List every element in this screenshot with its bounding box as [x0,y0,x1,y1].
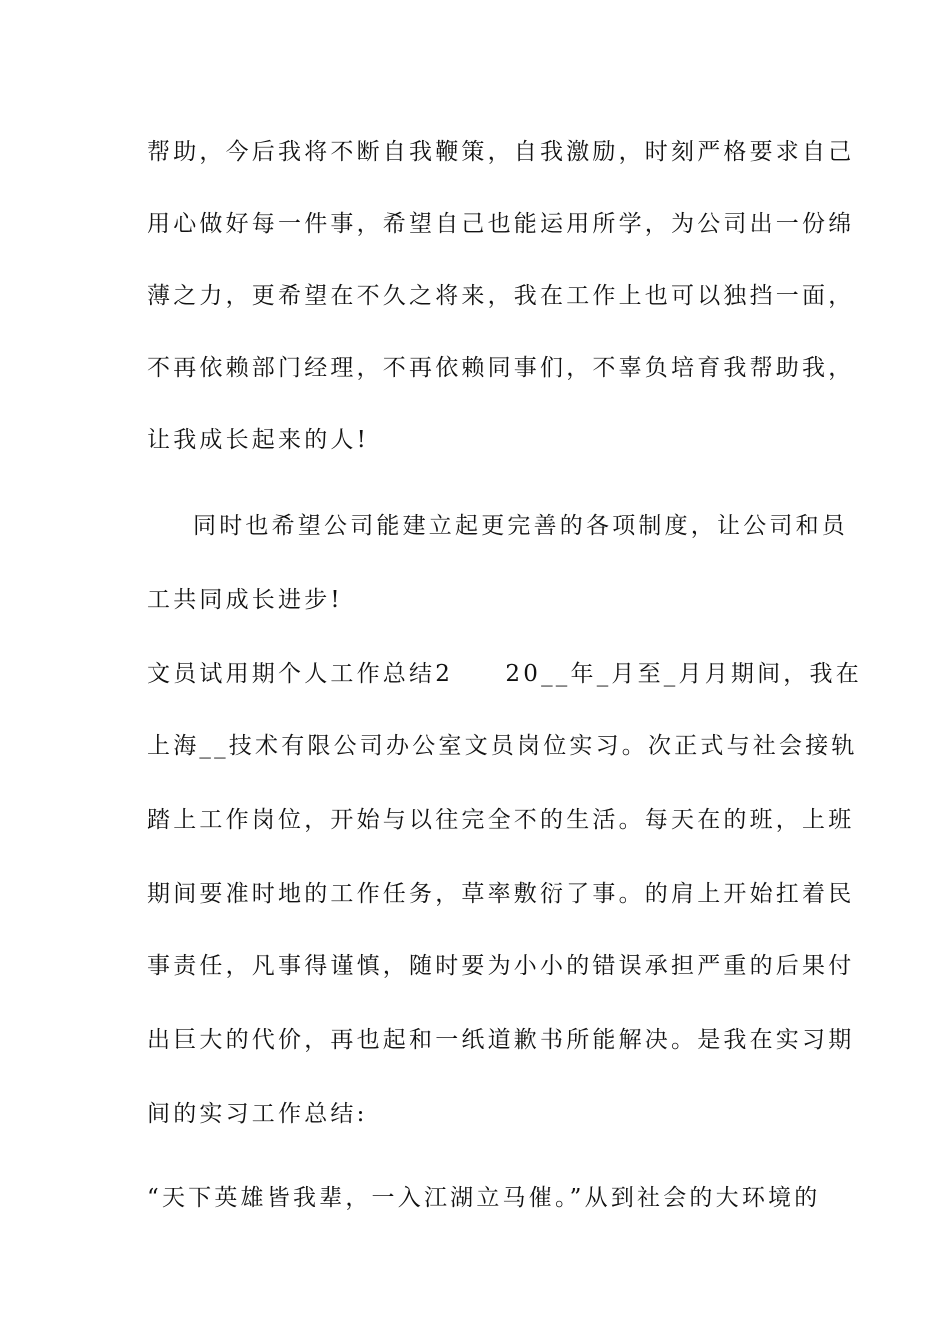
paragraph-first-line: 同时也希望公司能建立起更完善的各项制度，让公司和员 [193,513,848,539]
section-heading-line: 文员试用期个人工作总结2 20__年_月至_月月期间，我在 [147,661,862,687]
text-line: 让我成长起来的人! [147,427,370,453]
text-line: 工共同成长进步! [147,587,343,613]
text-line: 上海__技术有限公司办公室文员岗位实习。次正式与社会接轨 [147,733,858,759]
text-line: 间的实习工作总结: [147,1101,368,1127]
text-line: 期间要准时地的工作任务，草率敷衍了事。的肩上开始扛着民 [147,881,855,907]
text-line: 帮助，今后我将不断自我鞭策，自我激励，时刻严格要求自己 [147,139,855,165]
text-line: 出巨大的代价，再也起和一纸道歉书所能解决。是我在实习期 [147,1027,855,1053]
text-line: 事责任，凡事得谨慎，随时要为小小的错误承担严重的后果付 [147,953,855,979]
text-line: 薄之力，更希望在不久之将来，我在工作上也可以独挡一面， [147,283,855,309]
text-line: 不再依赖部门经理，不再依赖同事们，不辜负培育我帮助我， [147,355,855,381]
text-line: 用心做好每一件事，希望自己也能运用所学，为公司出一份绵 [147,211,855,237]
quote-line: “天下英雄皆我辈，一入江湖立马催。”从到社会的大环境的 [147,1185,821,1211]
text-line: 踏上工作岗位，开始与以往完全不的生活。每天在的班，上班 [147,807,855,833]
